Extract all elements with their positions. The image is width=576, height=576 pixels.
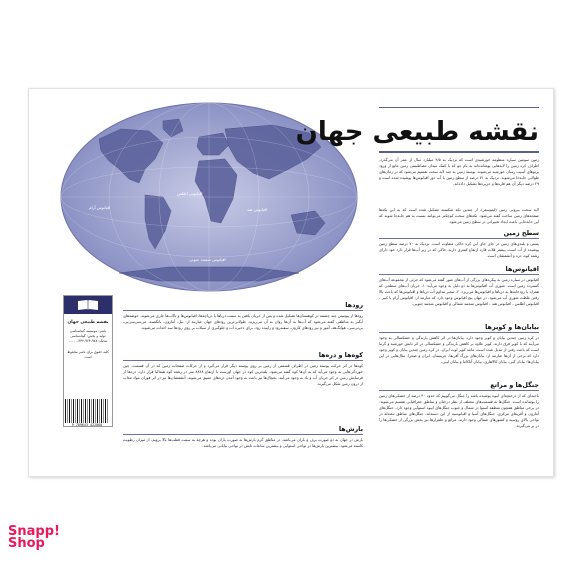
map-label-southern: اقیانوس منجمد جنوبی (189, 257, 226, 262)
panel-line: ناشر: موسسه گیتاشناسی (69, 329, 107, 333)
section-rule-forests (379, 390, 539, 391)
section-text-surface: پستی و بلندی‌های زمین در جای جای این کره خاکی متفاوت است. نزدیک به ۷۰ درصد سطح زمین پوشیده از آب است. بیشتر قلات قاره ارتفاع کمتری دارند. خاکی که در زیر آب‌ها قرار دارد خود دارای رشته کوه، دره و آتشفشان است. (379, 241, 539, 258)
panel-line: کلیه حقوق برای ناشر محفوظ است (67, 350, 109, 359)
section-title-rain: بارش‌ها (338, 425, 363, 433)
publisher-logo (64, 296, 112, 314)
store-logo-line2: Shop (8, 536, 45, 551)
section-rule-plains (379, 332, 539, 333)
section-rule-mountains (123, 360, 363, 361)
panel-heading: نقشه طبیعی جهان (67, 320, 109, 325)
section-text-rivers: رودها از پیوستن چند چشمه در کوهستان‌ها تشکیل شده و پس از جریان یافتن به سمت دریاها یا دریاچه‌ها، اقیانوس‌ها و تالاب‌ها جاری می‌شوند. حوضه‌های آبگیر به مناطقی گفته می‌شود که آب‌ها به آن‌ها روان به آن می‌ریزند. طولانی‌ترین رودهای جهان عبارتند از: نیل، آمازون، یانگتسه، می‌سی‌سی‌پی، یی‌نی‌سی، هوانگ‌هه، آمور و نیز رودهای کارون، سفیدرود و زاینده رود. برای ذخیره آب و جلوگیری از سیلاب بر روی رودها سد احداث می‌شوند. (123, 313, 363, 330)
section-rule-rivers (123, 310, 363, 311)
section-title-oceans: اقیانوس‌ها (505, 265, 539, 273)
title-rule-bottom (379, 151, 539, 153)
book-icon (77, 299, 99, 311)
map-label-indian: اقیانوس هند (247, 207, 268, 212)
title-rule-top (379, 107, 539, 108)
section-title-mountains: کوه‌ها و دره‌ها (318, 351, 363, 359)
barcode (65, 399, 109, 423)
section-text-mountains: کوه‌ها در اثر حرکت پوسته زمین در اطراف قسمتی از زمین بر روی پوسته دیگر قرار می‌گیرد و از حرکات صفحات زمین که در آن قسمت، چین خوردگی‌هایی به وجود می‌آید که به آن‌ها کوه گفته می‌شود. بلندترین کوه در جهان اورست با ارتفاع ۸۸۴۸ متر در رشته کوه هیمالیا قرار دارد. دره‌ها از فرسایش زمین در اثر جریان آب و باد به وجود می‌آیند. یخچال‌ها نیز باعث به وجود آمدن دره‌های عمیق می‌شوند. آتشفشان‌ها نیز در اثر فوران مواد مذاب از درون زمین شکل می‌گیرند. (123, 363, 363, 386)
intro-paragraph-2: لایه سخت بیرونی زمین (لیتوسفر)، از چندین تکه شکسته تشکیل شده است که به این تکه‌ها صفحه‌های زمین ساخت گفته می‌شود. تکه‌های سخت کوچکتر می‌توانند نسبت به هم جابه‌جا شوند که این جابه‌جایی باعث ایجاد تغییراتی در سطح زمین می‌شود. (379, 207, 539, 224)
section-rule-rain (123, 434, 363, 435)
store-logo[interactable] (8, 526, 62, 550)
panel-line: شابک: ۹۷۸-۹۶۴-۳۴۲-۰۰۰-۰ (68, 339, 108, 343)
barcode-number: 9 789643 422860 (71, 423, 103, 427)
store-logo-line1: Snapp! (8, 524, 60, 539)
section-rule-surface (379, 238, 539, 239)
section-title-surface: سطح زمین (503, 229, 539, 237)
section-text-forests: ناحیه‌ای که از درختچه‌ای انبوه پوشیده باشد را جنگل می‌گوییم که حدود ۳۰ درصد از خشکی‌های زمین را پوشانده است. جنگل‌ها به قسمت‌های مختلف از نظر درختان و مناطق جغرافیایی تقسیم می‌شوند. در برخی مناطق همچون منطقه استوا در شمال و جنوب جنگل‌های انبوه استوایی وجود دارد. جنگل‌های آمازون و آفریقای مرکزی، جنگل‌های آسیا و اقیانوسیه از این دسته‌اند. جنگل‌های مناطق معتدله در نواحی بالای روسیه و کشورهای شمالی وجود دارند. مراتع و علفزارها نیز بخش بزرگی از خشکی‌ها را در بر می‌گیرند. (379, 393, 539, 428)
section-title-plains: بیابان‌ها و کویرها (485, 323, 539, 331)
section-text-plains: در کره زمین چندین بیابان و کویر وجود دارد. بیابان‌ها در اثر کاهش بارندگی و خشکسالی به وجود می‌آیند که با کویر فرق دارند. کویر علاوه بر کاهش بارندگی و خشکسالی در اثر تابش خورشید و گرما است که باعث رفتن از تبدیل شده است، مانند کویر لوت ایران. در کره زمین چندین بیابان و کویر وجود دارد که برخی از آن‌ها عبارتند از: بیابان‌های بزرگ آفریقا، عربستان، ایران و صحرا. مثال‌هایی در این بیابان‌ها: بیابان گبی، بیابان کالاهاری، بیابان آتاکاما و بیابان لیبی. (379, 335, 539, 364)
page-title: نقشه طبیعی جهان (295, 117, 539, 147)
section-text-rain: بارش در جهان به دو صورت برف و باران می‌باشد. در مناطق گرم بارش‌ها به صورت باران بوده و هرچه به سمت قطب‌ها بالا برویم، از میزان رطوبت کاسته می‌شود. بیشترین بارش‌ها در نواحی استوایی و بیشترین ساعات تابش در نواحی بیابانی می‌باشد. (123, 437, 363, 448)
section-title-rivers: رودها (345, 301, 363, 309)
poster (28, 88, 554, 477)
section-rule-oceans (379, 274, 539, 275)
section-title-forests: جنگل‌ها و مراتع (490, 381, 539, 389)
map-label-pacific: اقیانوس آرام (89, 205, 111, 210)
intro-paragraph: زمین سومین سیاره منظومه خورشیدی است که نزدیک به ۴/۵ میلیارد سال از عمر آن می‌گذرد. اطراف کره زمین را لایه‌هایی پوشانده‌اند به نام جو که با کمک میدان مغناطیسی زمین مانع از ورود پرتوهای آسیب رسان خورشید می‌شوند. پوسته زمین به چند لایه سخت تقسیم می‌شود که در زمان‌های طولانی جابه‌جا می‌شوند. نزدیک به ۷۱ درصد از سطح زمین با آب دور اقیانوس‌ها پوشیده شده است و ۲۹ درصد دیگر آن هم قاره‌ها و جزیره‌ها تشکیل داده‌اند. (379, 157, 539, 186)
panel-line: تولید و پخش: گیتاشناسی (70, 334, 106, 338)
map-label-atlantic: اقیانوس اطلس (177, 191, 203, 196)
section-text-oceans: اقیانوس در سیاره زمین به پیکره‌های بزرگی از آب‌های شور گفته می‌شود که جزئی از مجموعه آب‌های گسترده زمین است. شوری آب اقیانوس‌ها به دو دلیل به وجود می‌آید: ۱- جریان آب‌های سطحی که همراه با رودخانه‌ها به دریاها و اقیانوس‌ها می‌ریزد. ۲- تبخیر مداوم آب دریاها و اقیانوس‌ها که باعث بالا رفتن غلظت شوری آب می‌شود. در جهان پنج اقیانوس وجود دارد که عبارتند از: اقیانوس آرام یا کبیر - اقیانوس اطلس - اقیانوس هند - اقیانوس منجمد شمالی و اقیانوس منجمد جنوبی. (379, 277, 539, 306)
